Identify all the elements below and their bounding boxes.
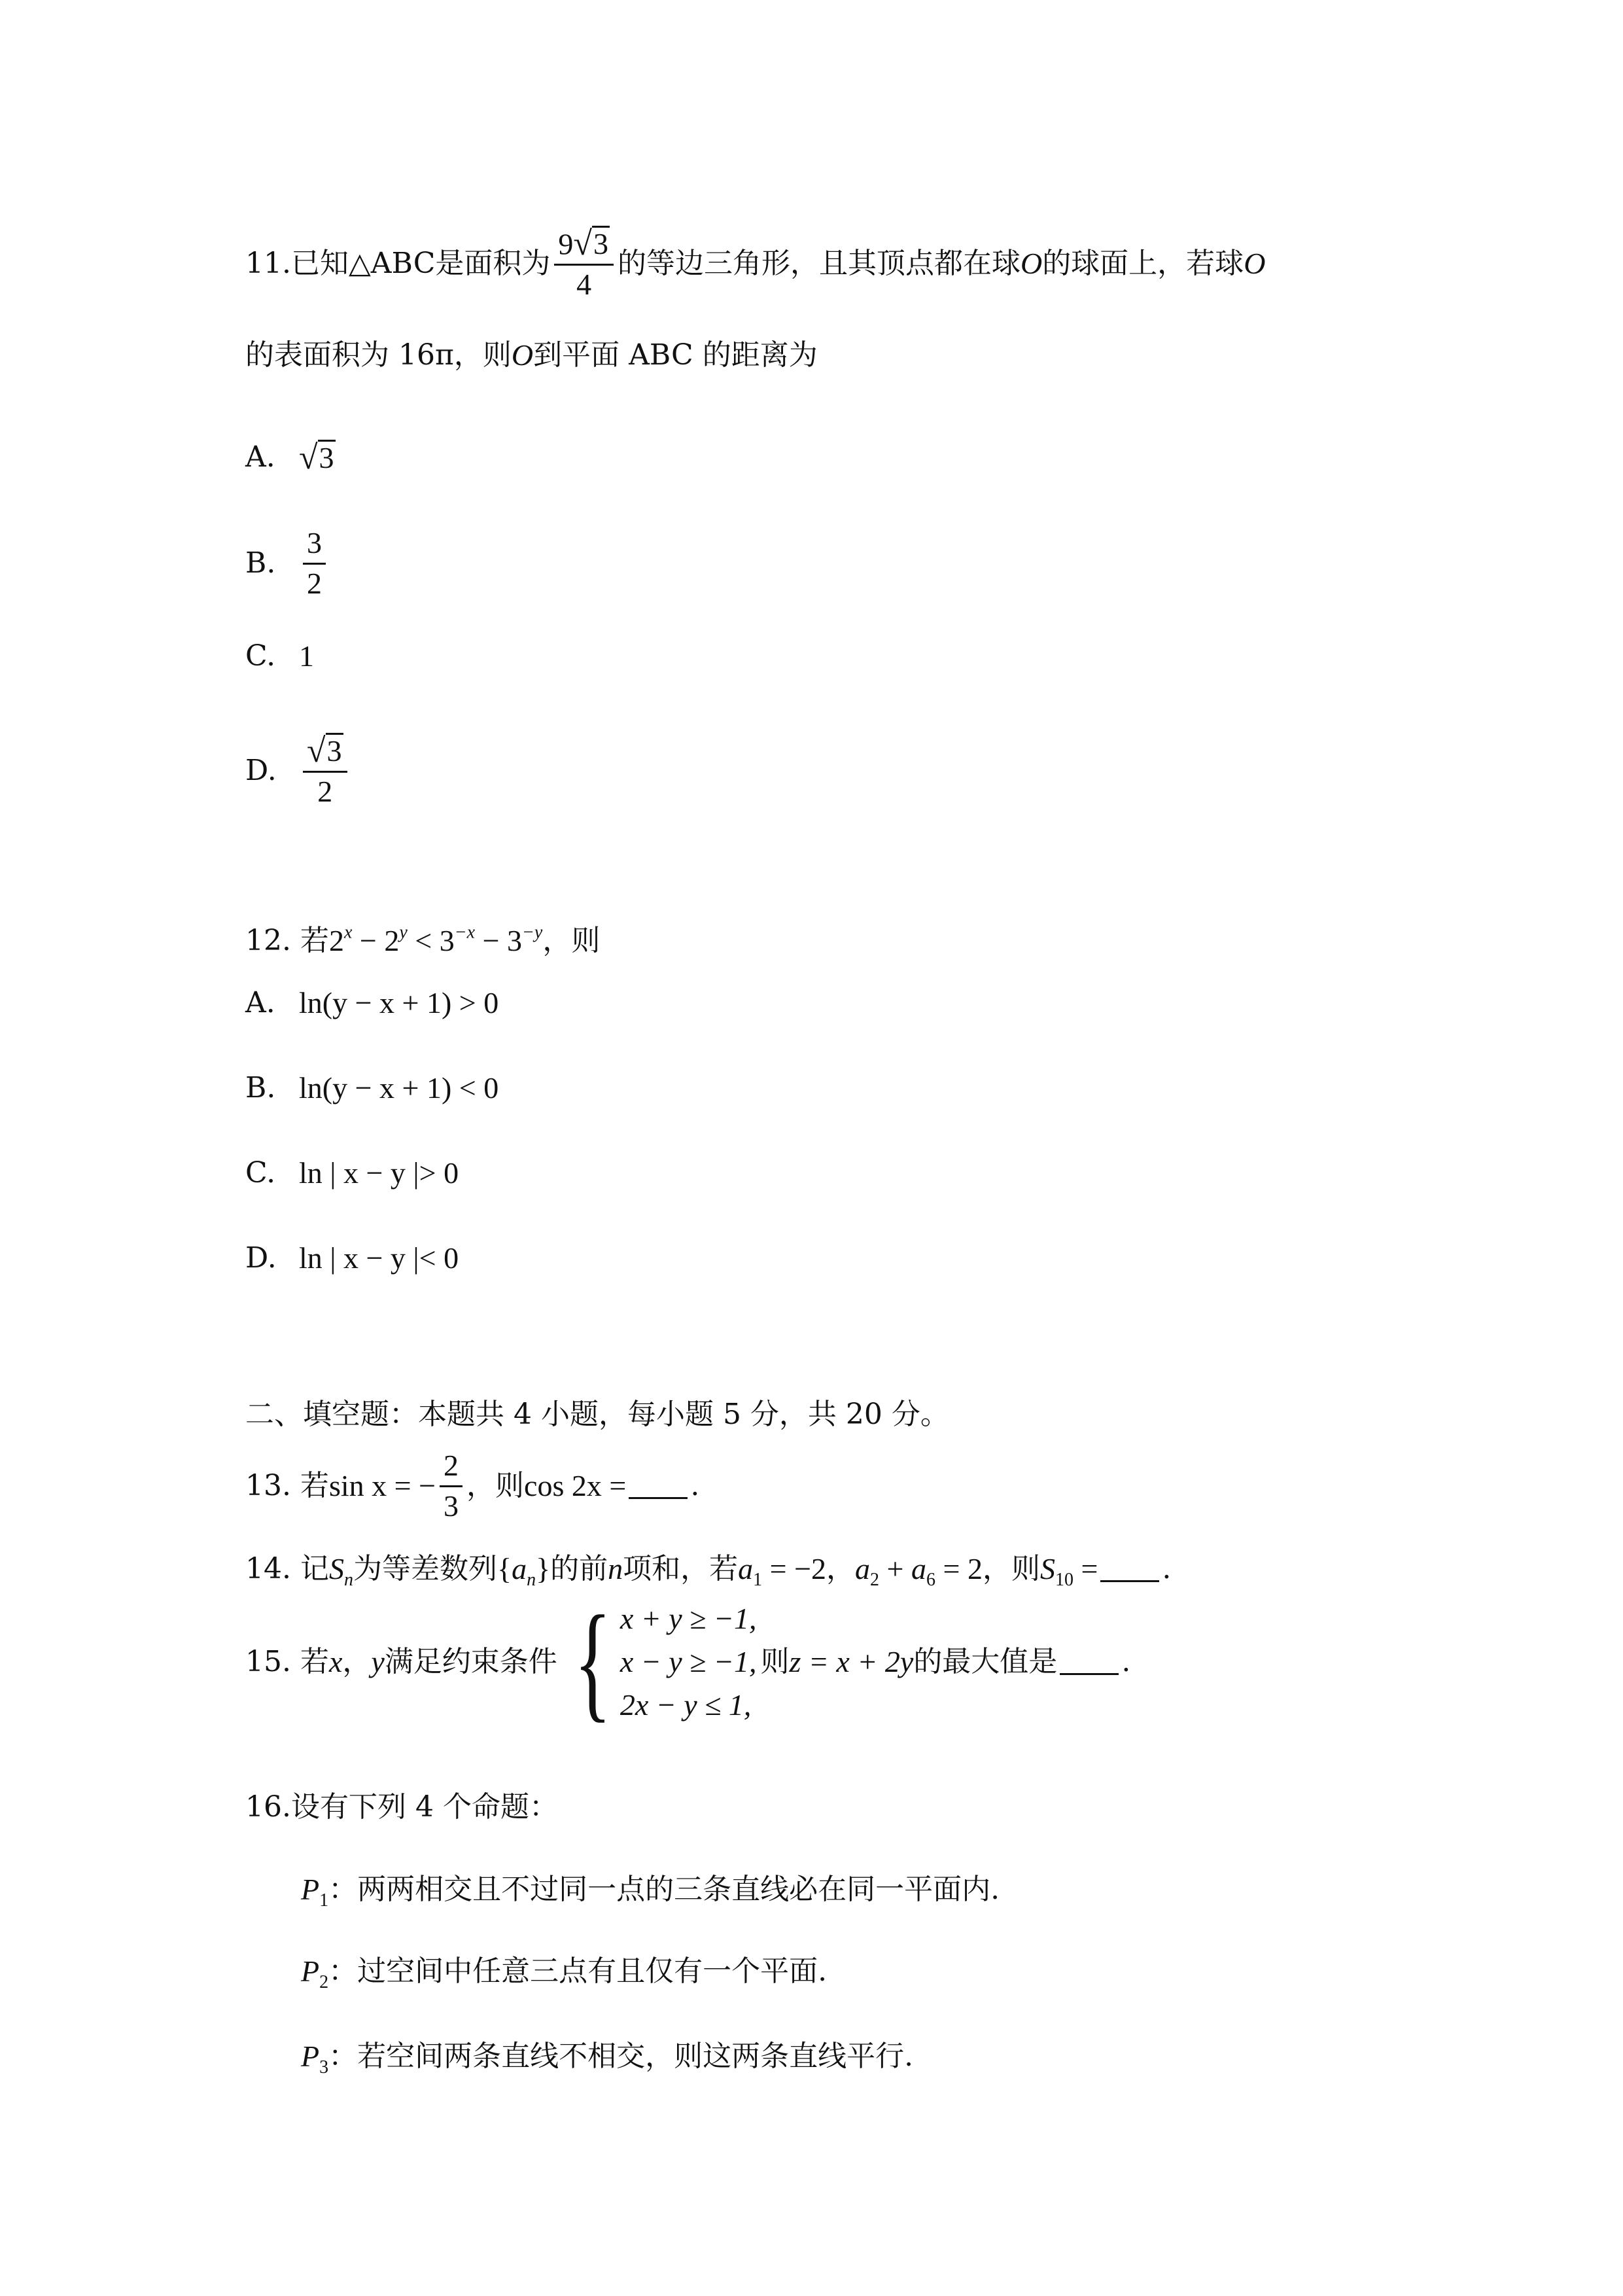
q16-prop-2: $P_2$ ：过空间中任意三点有且仅有一个平面. [301,1954,828,1992]
q11-text-2: 的等边三角形，且其顶点都在球 [617,246,1021,280]
q12-inequality: $2^x - 2^y < 3^{-x} - 3^{-y}$ [328,922,543,957]
q16-intro: 16.设有下列 4 个命题： [245,1790,558,1824]
q11-area-fraction: 9 √ 3 4 [554,226,614,302]
q11-sphere-O-3: O [511,338,534,372]
q11-text-3: 的球面上，若球 [1042,246,1244,280]
q16-prop-3: $P_3$ ：若空间两条直线不相交，则这两条直线平行. [301,2040,914,2077]
q15-constraint-1: x + y ≥ −1, [620,1602,757,1635]
q12-option-b: B. ln(y − x + 1) < 0 [245,1071,499,1104]
q11-option-d-fraction: √ 3 2 [303,733,347,809]
q11-option-a: A. √ 3 [245,438,334,476]
q12-option-a: A. ln(y − x + 1) > 0 [245,986,499,1019]
q15-constraint-2: x − y ≥ −1, [620,1645,757,1678]
q12-option-c: C. ln | x − y |> 0 [245,1156,459,1190]
q11-option-a-sqrt: √ 3 [299,438,334,476]
q13-fraction: $\frac{2}{3}$ [440,1449,462,1523]
q15: 15. 若 x ， y 满足约束条件 { x + y ≥ −1, x − y ≥ −1, 2x − y ≤ 1, 则 z = x + 2y 的最大值是 . [245,1589,1131,1734]
q13: 13. 若 sin x = − $\frac{2}{3}$ ，则 cos 2x = . [245,1449,700,1523]
q15-answer-blank[interactable] [1060,1650,1119,1675]
q11-sphere-O: O [1020,246,1043,280]
q13-answer-blank[interactable] [629,1474,688,1499]
q11-option-b-fraction: $\frac{3}{2}$ [303,527,326,600]
q11-option-d: D. √ 3 2 [245,733,351,809]
q11-text-1: 11.已知△ABC是面积为 [245,246,551,280]
q15-constraint-3: 2x − y ≤ 1, [620,1688,752,1722]
q11-sphere-O-2: O [1244,246,1266,280]
q11-line1 [245,226,1265,302]
q12-option-d: D. ln | x − y |< 0 [245,1241,459,1275]
q11-option-c: C. 1 [245,639,314,673]
q16-prop-1: $P_1$ ：两两相交且不过同一点的三条直线必在同一平面内. [301,1873,1000,1911]
section2-heading: 二、填空题：本题共 4 小题，每小题 5 分，共 20 分。 [245,1398,949,1431]
q11-text-4: 的表面积为 16π，则 [245,338,512,372]
q11-text-5: 到平面 ABC 的距离为 [533,338,818,372]
q11-line2 [245,340,818,370]
q12-stem: 12. 若 $2^x - 2^y < 3^{-x} - 3^{-y}$ ，则 [245,922,601,957]
q15-constraint-system: { x + y ≥ −1, x − y ≥ −1, 2x − y ≤ 1, [574,1589,757,1734]
q14-sequence: $\{a_n\}$ [497,1552,551,1590]
q14-answer-blank[interactable] [1100,1557,1159,1582]
q14: 14. 记 $S_n$ 为等差数列 $\{a_n\}$ 的前 n 项和，若 $a_1 = -2$ ， $a_2 + a_6 = 2$ ，则 $S_{10}$ = . [245,1552,1172,1590]
q11-option-b: B. $\frac{3}{2}$ [245,527,330,600]
